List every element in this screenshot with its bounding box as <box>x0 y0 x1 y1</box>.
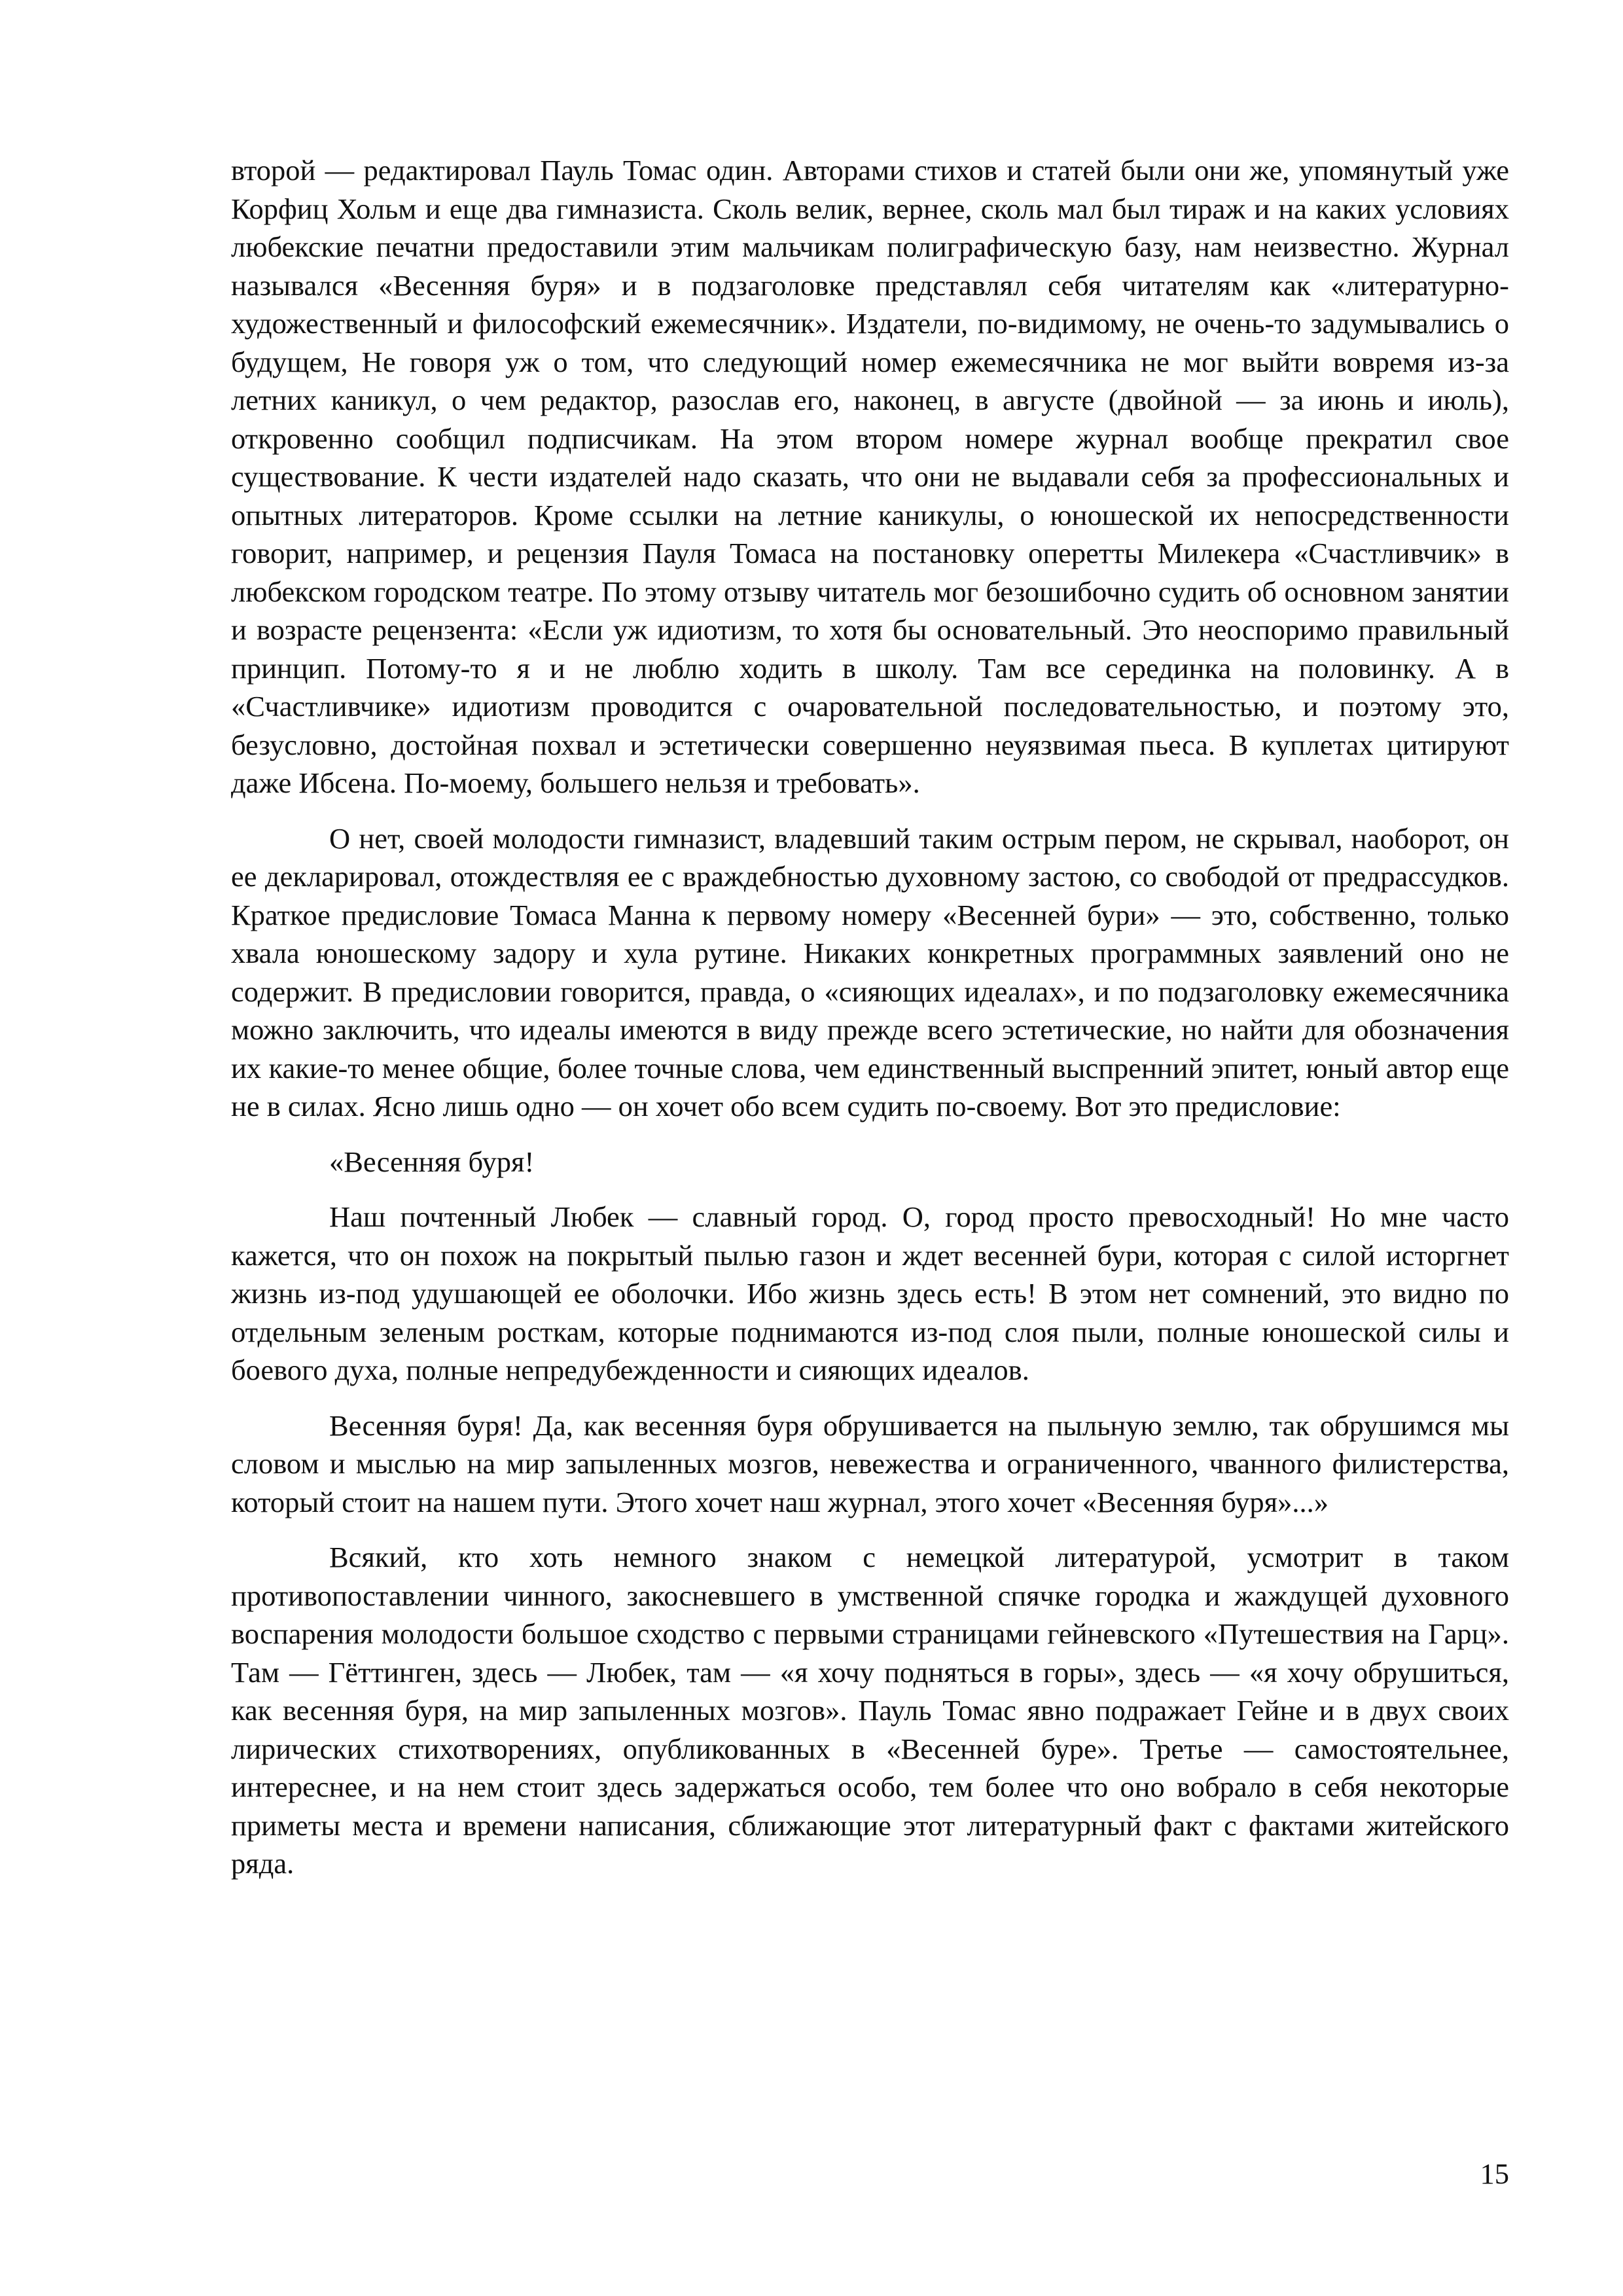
quote-paragraph: Весенняя буря! Да, как весенняя буря обрушивается на пыльную землю, так обрушимся мы словом и мыслью на мир запыленных мозгов, невежества и ограниченного, чванного филистерства, который стоит на нашем пути. Этого хочет наш журнал, этого хочет «Весенняя буря»...» <box>231 1408 1509 1518</box>
quote-paragraph: Наш почтенный Любек — славный город. О, город просто превосходный! Но мне часто кажется, что он похож на покрытый пылью газон и ждет весенней бури, которая с силой исторгнет жизнь из-под удушающей ее оболочки. Ибо жизнь здесь есть! В этом нет сомнений, это видно по отдельным зеленым росткам, которые поднимаются из-под слоя пыли, полные юношеской силы и боевого духа, полные непредубежденности и сияющих идеалов. <box>231 1200 1509 1386</box>
quote-heading: «Весенняя буря! <box>329 1145 535 1178</box>
page-number: 15 <box>1480 2157 1509 2190</box>
paragraph: О нет, своей молодости гимназист, владевший таким острым пером, не скрывал, наоборот, он ее декларировал, отождествляя ее с враждебностью духовному застою, со свободой от предрассудков. Краткое предисловие Томаса Манна к первому номеру «Весенней бури» — это, собственно, только хвала юношескому задору и хула рутине. Никаких конкретных программных заявлений оно не содержит. В предисловии говорится, правда, о «сияющих идеалах», и по подзаголовку ежемесячника можно заключить, что идеалы имеются в виду прежде всего эстетические, но найти для обозначения их какие-то менее общие, более точные слова, чем единственный выспренний эпитет, юный автор еще не в силах. Ясно лишь одно — он хочет обо всем судить по-своему. Вот это предисловие: <box>231 821 1509 1122</box>
paragraph: второй — редактировал Пауль Томас один. Авторами стихов и статей были они же, упомянутый уже Корфиц Хольм и еще два гимназиста. Сколь велик, вернее, сколь мал был тираж и на каких условиях любекские печатни предоставили этим мальчикам полиграфическую базу, нам неизвестно. Журнал назывался «Весенняя буря» и в подзаголовке представлял себя читателям как «литературно-художественный и философский ежемесячник». Издатели, по-видимому, не очень-то задумывались о будущем, Не говоря уж о том, что следующий номер ежемесячника не мог выйти вовремя из-за летних каникул, о чем редактор, разослав его, наконец, в августе (двойной — за июнь и июль), откровенно сообщил подписчикам. На этом втором номере журнал вообще прекратил свое существование. К чести издателей надо сказать, что они не выдавали себя за профессиональных и опытных литераторов. Кроме ссылки на летние каникулы, о юношеской их непосредственности говорит, например, и рецензия Пауля Томаса на постановку оперетты Милекера «Счастливчик» в любекском городском театре. По этому отзыву читатель мог безошибочно судить об основном занятии и возрасте рецензента: «Если уж идиотизм, то хотя бы основательный. Это неоспоримо правильный принцип. Потому-то я и не люблю ходить в школу. Там все серединка на половинку. А в «Счастливчике» идиотизм проводится с очаровательной последовательностью, и поэтому это, безусловно, достойная похвал и эстетически совершенно неуязвимая пьеса. В куплетах цитируют даже Ибсена. По-моему, большего нельзя и требовать». <box>231 154 1509 799</box>
page-body <box>231 151 1509 1883</box>
paragraph: Всякий, кто хоть немного знаком с немецкой литературой, усмотрит в таком противопоставлении чинного, закосневшего в умственной спячке городка и жаждущей духовного воспарения молодости большое сходство с первыми страницами гейневского «Путешествия на Гарц». Там — Гёттинген, здесь — Любек, там — «я хочу подняться в горы», здесь — «я хочу обрушиться, как весенняя буря, на мир запыленных мозгов». Пауль Томас явно подражает Гейне и в двух своих лирических стихотворениях, опубликованных в «Весенней буре». Третье — самостоятельнее, интереснее, и на нем стоит здесь задержаться особо, тем более что оно вобрало в себя некоторые приметы места и времени написания, сближающие этот литературный факт с фактами житейского ряда. <box>231 1541 1509 1880</box>
